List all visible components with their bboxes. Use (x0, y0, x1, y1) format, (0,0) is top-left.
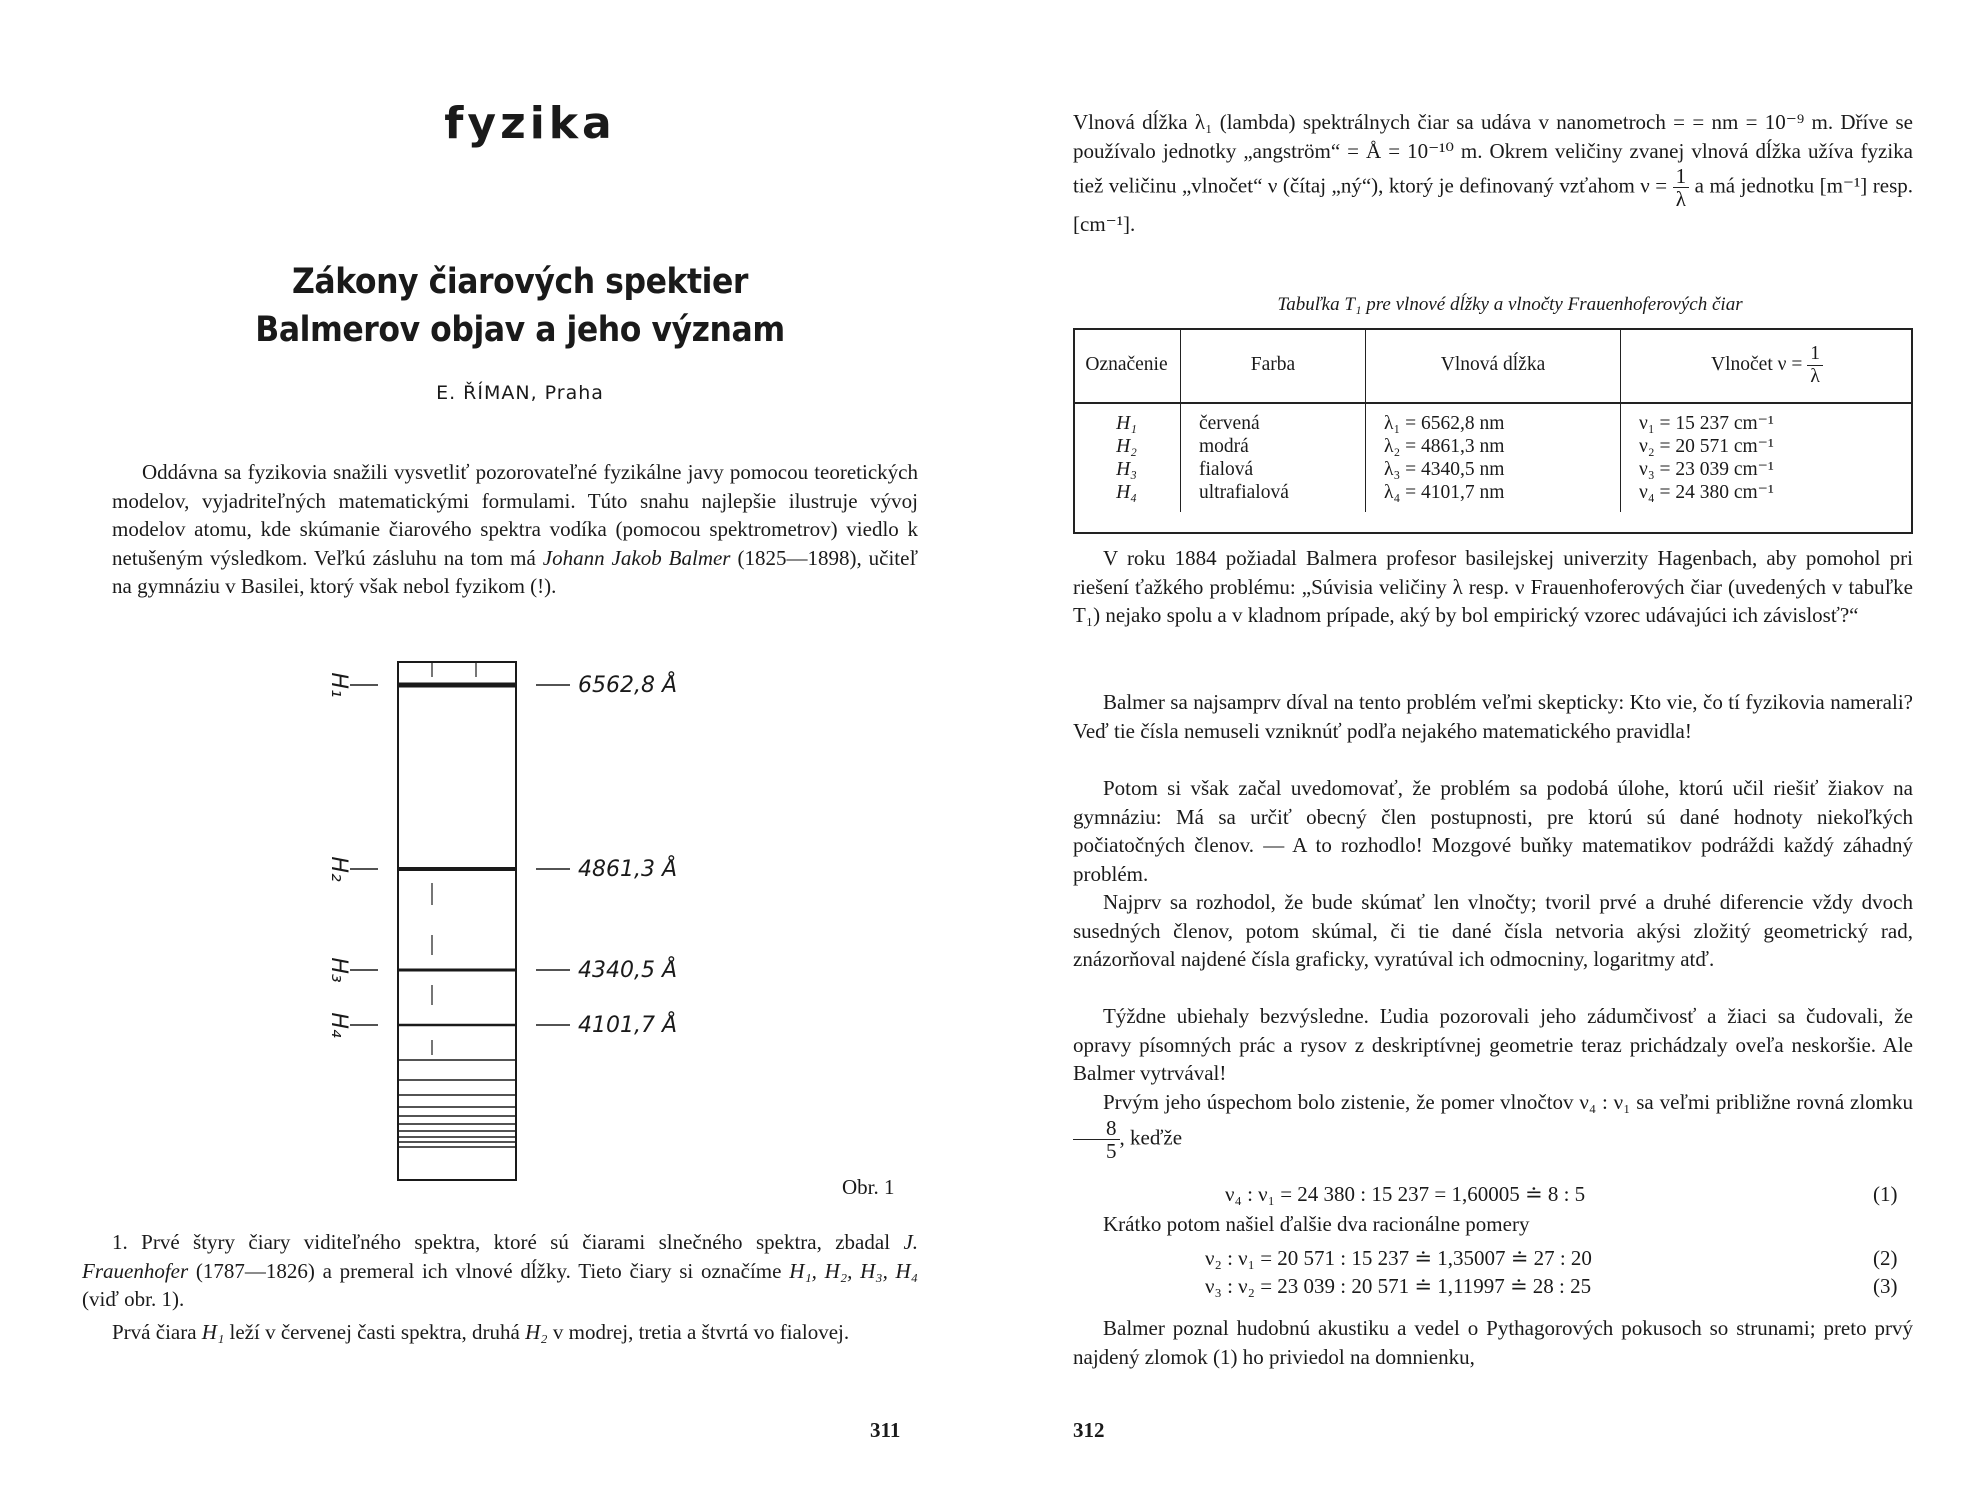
series-limit-lines (398, 1060, 516, 1147)
spectrum-figure (280, 655, 720, 1190)
wavelength-label-h3: 4340,5 Å (578, 958, 678, 983)
equation-3: ν₃ : ν₂ = 23 039 : 20 571 ≐ 1,11997 ≐ 28 : 25 (1205, 1274, 1592, 1298)
header-color: Farba (1181, 328, 1366, 403)
wavelength-label-h4: 4101,7 Å (578, 1013, 678, 1038)
intro-paragraph: Oddávna sa fyzikovia snažili vysvetliť pozorovateľné fyzikálne javy pomocou teoretických modelov, vyjadriteľných matematickými formulami. Túto snahu najlepšie ilustruje vývoj modelov atomu, kde skúmanie čiarového spektra vodíka (pomocou spektrometrov) viedlo k netušeným výsledkom. Veľkú zásluhu na tom má Johann Jakob Balmer (1825—1898), učiteľ na gymnáziu v Basilei, ktorý však nebol fyzikom (!). (112, 460, 918, 598)
article-title (205, 258, 835, 354)
header-wavenumber: Vlnočet ν = $\frac{1}{\lambda}$ (1621, 328, 1914, 403)
paragraph-2: Prvá čiara H₁ leží v červenej časti spektra, druhá H₂ v modrej, tretia a štvrtá vo fialovej. (112, 1320, 850, 1344)
cell-color: červená modrá fialová ultrafialová (1181, 403, 1366, 512)
wavelength-label-h2: 4861,3 Å (578, 857, 678, 882)
paragraph-r4: Najprv sa rozhodol, že bude skúmať len vlnočty; tvoril prvé a druhé diferencie vždy dvoch susedných členov, potom skúmal, či tie dané čísla netvoria akýsi zložitý geometrický rad, znázorňoval najdené čísla graficky, vyratúval ich odmocniny, logaritmy atď. (1073, 890, 1913, 971)
title-line-1: Zákony čiarových spektier (292, 262, 748, 302)
line-label-h4: H₄ (326, 1012, 351, 1038)
leader-lines (350, 685, 570, 1025)
cell-designation: H₁ H₂ H₃ H₄ (1116, 413, 1137, 503)
equation-1: ν₄ : ν₁ = 24 380 : 15 237 = 1,60005 ≐ 8 : 5 (1225, 1182, 1586, 1206)
paragraph-1: 1. Prvé štyry čiary viditeľného spektra, ktoré sú čiarami slnečného spektra, zbadal J. Frauenhofer (1787—1826) a premeral ich vlnové dĺžky. Tieto čiary si označíme H₁, H₂, H₃, H₄ (viď obr. 1). (82, 1230, 919, 1311)
paragraph-r5: Týždne ubiehaly bezvýsledne. Ľudia pozorovali jeho zádumčivosť a žiaci sa čudovali, že opravy písomných prác a rysov z deskriptívnej geometrie teraz prichádzaly oveľa neskoršie. Ale Balmer vytrvával! (1073, 1004, 1913, 1085)
page-number-left: 311 (870, 1418, 901, 1442)
paragraph-r7: Krátko potom našiel ďalšie dva racionálne pomery (1103, 1212, 1530, 1236)
table-row (1073, 403, 1913, 512)
equation-1-number: (1) (1873, 1182, 1898, 1206)
paragraph-r6: Prvým jeho úspechom bolo zistenie, že pomer vlnočtov ν₄ : ν₁ sa veľmi približne rovná zlomku $\frac{8}{5}$ , keďže (1073, 1088, 1913, 1162)
paragraph-r3: Potom si však začal uvedomovať, že problém sa podobá úlohe, ktorú učil riešiť žiakov na gymnáziu: Má sa určiť obecný člen postupnosti, pre ktorú sú dané hodnoty niekoľkých počiatočných členov. — A to rozhodlo! Mozgové buňky matematikov podráždi každý záhadný problém. (1073, 776, 1913, 886)
section-heading: fyzika (444, 98, 616, 149)
equation-2-number: (2) (1873, 1246, 1898, 1270)
author: E. ŘÍMAN, Praha (436, 382, 604, 404)
table-header-row (1073, 328, 1913, 403)
header-wavelength: Vlnová dĺžka (1366, 328, 1621, 403)
wavelength-label-h1: 6562,8 Å (578, 673, 678, 698)
page-number-right: 312 (1073, 1418, 1105, 1442)
line-label-h3: H₃ (326, 957, 351, 983)
table-caption: Tabuľka T₁ pre vlnové dĺžky a vlnočty Frauenhoferových čiar (1277, 294, 1743, 315)
frauenhofer-name: J. Frauenhofer (82, 1230, 919, 1283)
equation-3-number: (3) (1873, 1274, 1898, 1298)
frac-eight-fifths: $\frac{8}{5}$ (1073, 1117, 1120, 1162)
cell-wavenumber: ν₁ = 15 237 cm⁻¹ ν₂ = 20 571 cm⁻¹ ν₃ = 23 039 cm⁻¹ ν₄ = 24 380 cm⁻¹ (1621, 403, 1914, 512)
paragraph-r8: Balmer poznal hudobnú akustiku a vedel o Pythagorových pokusoch so strunami; preto prvý najdený zlomok (1) ho priviedol na domnienku, (1073, 1316, 1913, 1369)
figure-caption: Obr. 1 (842, 1175, 895, 1199)
cell-wavelength: λ₁ = 6562,8 nm λ₂ = 4861,3 nm λ₃ = 4340,5 nm λ₄ = 4101,7 nm (1366, 403, 1621, 512)
header-designation: Označenie (1073, 328, 1181, 403)
paragraph-r1: V roku 1884 požiadal Balmera profesor basilejskej univerzity Hagenbach, aby pomohol pri riešení ťažkého problému: „Súvisia veličiny λ resp. ν Frauenhoferových čiar (uvedených v tabuľke T₁) nejako spolu a v kladnom prípade, aký by bol empirický vzorec udávajúci ich závislosť?“ (1073, 546, 1913, 627)
line-label-h2: H₂ (326, 856, 351, 882)
frac-one-over-lambda: $\frac{1}{\lambda}$ (1673, 165, 1690, 210)
title-line-2: Balmerov objav a jeho význam (255, 310, 785, 350)
paragraph-r2: Balmer sa najsamprv díval na tento problém veľmi skepticky: Kto vie, čo tí fyzikovia namerali? Veď tie čísla nemuseli vzniknúť podľa nejakého matematického pravidla! (1073, 690, 1913, 743)
balmer-name: Johann Jakob Balmer (542, 545, 731, 570)
intro-paragraph-right: Vlnová dĺžka λ₁ (lambda) spektrálnych čiar sa udáva v nanometroch = = nm = 10⁻⁹ m. Dříve se používalo jednotky „angström“ = Å = 10⁻¹⁰ m. Okrem veličiny zvanej vlnová dĺžka užíva fyzika tiež veličinu „vlnočet“ ν (čítaj „ný“), ktorý je definovaný vzťahom ν = $\frac{1}{\lambda}$ a má jednotku [m⁻¹] resp. [cm⁻¹]. (1073, 110, 1914, 236)
equation-2: ν₂ : ν₁ = 20 571 : 15 237 ≐ 1,35007 ≐ 27 : 20 (1205, 1246, 1592, 1270)
line-label-h1: H₁ (326, 672, 351, 698)
wavelength-table (1073, 328, 1913, 512)
